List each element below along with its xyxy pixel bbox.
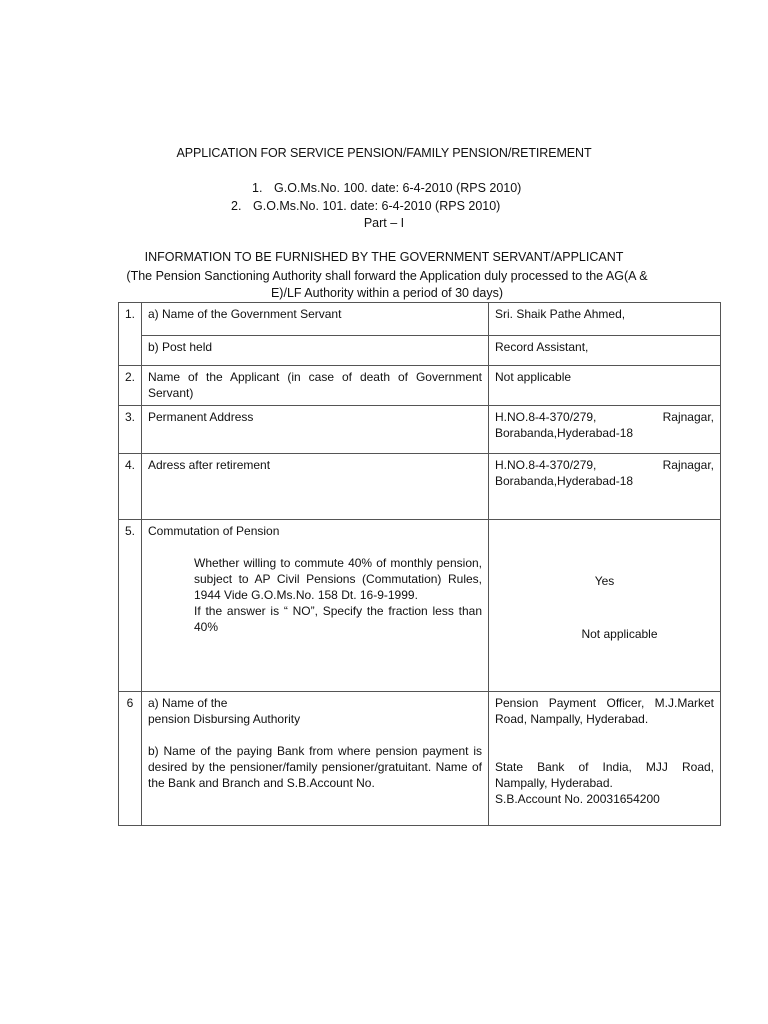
row-2-value: Not applicable [489,366,721,406]
row-6a-label: a) Name of the [148,696,228,710]
table-row [119,520,721,692]
row-1-number: 1. [119,303,142,366]
row-6b-account: S.B.Account No. 20031654200 [495,792,660,806]
forwarding-note: (The Pension Sanctioning Authority shall forward the Application duly processed to the AG(A & E)/LF Authority within a period of 30 days) [126,269,648,300]
info-heading: INFORMATION TO BE FURNISHED BY THE GOVERNMENT SERVANT/APPLICANT [144,250,624,264]
table-row [119,336,721,366]
row-5-answer-2: Not applicable [581,627,658,641]
row-4-label: Adress after retirement [142,454,489,520]
row-5-answer-cell [489,520,721,692]
row-1b-label: b) Post held [142,336,489,366]
table-row [119,406,721,454]
row-2-number: 2. [119,366,142,406]
row-6-cell [142,692,489,826]
table-row [119,303,721,336]
table-row [119,366,721,406]
part-heading: Part – I [363,216,405,230]
document-title: APPLICATION FOR SERVICE PENSION/FAMILY PENSION/RETIREMENT [176,146,592,160]
reference-2 [231,199,500,213]
row-6b-value: State Bank of India, MJJ Road, Nampally, Hyderabad. [495,760,714,790]
row-1a-label: a) Name of the Government Servant [142,303,489,336]
row-3-number: 3. [119,406,142,454]
row-1b-value: Record Assistant, [489,336,721,366]
row-3-value: H.NO.8-4-370/279, Rajnagar, Borabanda,Hyderabad-18 [489,406,721,454]
row-4-value: H.NO.8-4-370/279, Rajnagar, Borabanda,Hyderabad-18 [489,454,721,520]
reference-1-text: G.O.Ms.No. 100. date: 6-4-2010 (RPS 2010) [274,181,522,195]
row-5-number: 5. [119,520,142,692]
row-6a-label-2: pension Disbursing Authority [148,712,301,726]
reference-1-number: 1. [252,181,263,195]
row-5-question-2: If the answer is “ NO”, Specify the fraction less than 40% [194,604,482,634]
row-6-number: 6 [119,692,142,826]
row-2-label: Name of the Applicant (in case of death of Government Servant) [142,366,489,406]
row-3-label: Permanent Address [142,406,489,454]
reference-2-text: G.O.Ms.No. 101. date: 6-4-2010 (RPS 2010) [253,199,501,213]
row-4-number: 4. [119,454,142,520]
table-row [119,454,721,520]
row-1a-value: Sri. Shaik Pathe Ahmed, [489,303,721,336]
row-6-value-cell [489,692,721,826]
row-5-answer: Yes [594,574,615,588]
row-5-cell [142,520,489,692]
row-5-label: Commutation of Pension [148,524,280,538]
reference-2-number: 2. [231,199,242,213]
application-form-table [118,302,721,826]
row-5-question: Whether willing to commute 40% of monthly pension, subject to AP Civil Pensions (Commutation) Rules, 1944 Vide G.O.Ms.No. 158 Dt. 16-9-1999. [194,556,482,602]
reference-1 [252,181,521,195]
row-6b-label: b) Name of the paying Bank from where pension payment is desired by the pensioner/family pensioner/gratuitant. Name of the Bank and Branch and S.B.Account No. [148,744,482,790]
table-row [119,692,721,826]
row-6a-value: Pension Payment Officer, M.J.Market Road, Nampally, Hyderabad. [495,696,714,726]
